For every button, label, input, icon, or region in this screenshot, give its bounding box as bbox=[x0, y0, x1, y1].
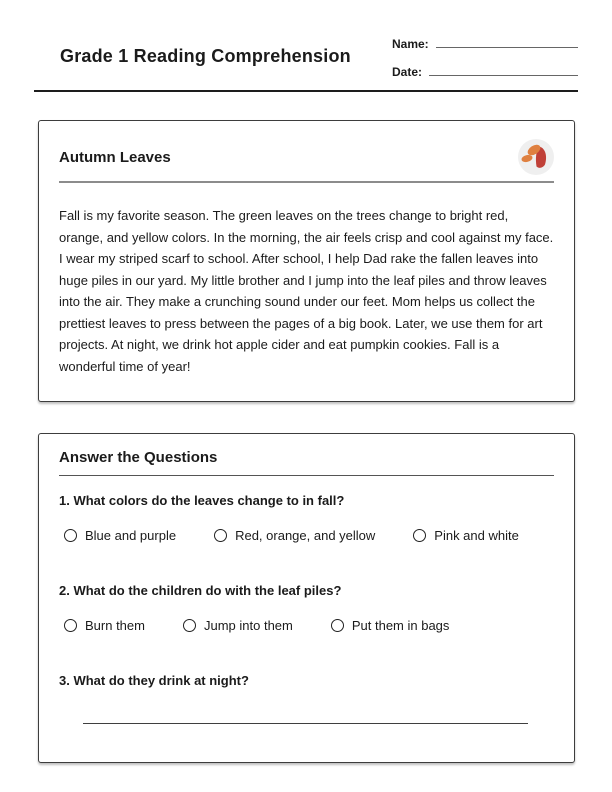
name-row bbox=[392, 36, 578, 52]
radio-icon[interactable] bbox=[64, 529, 77, 542]
question-2-options bbox=[59, 618, 554, 633]
autumn-leaves-icon bbox=[518, 139, 554, 175]
header-divider bbox=[34, 90, 578, 92]
passage-card bbox=[38, 120, 575, 402]
passage-title-divider bbox=[59, 181, 554, 183]
name-label: Name: bbox=[392, 37, 429, 51]
option-label: Jump into them bbox=[203, 618, 293, 633]
option-label: Red, orange, and yellow bbox=[235, 528, 376, 543]
page-title: Grade 1 Reading Comprehension bbox=[60, 46, 351, 66]
answer-option[interactable] bbox=[214, 528, 375, 543]
answer-option[interactable] bbox=[64, 618, 145, 633]
answer-option[interactable] bbox=[413, 528, 519, 543]
date-label: Date: bbox=[392, 65, 423, 79]
option-label: Pink and white bbox=[434, 528, 519, 543]
passage-title: Autumn Leaves bbox=[59, 148, 171, 166]
question-3-text: 3. What do they drink at night? bbox=[59, 673, 249, 688]
option-label: Blue and purple bbox=[85, 528, 177, 543]
worksheet-header bbox=[0, 0, 612, 80]
question-1-options bbox=[59, 528, 554, 543]
answer-option[interactable] bbox=[183, 618, 293, 633]
passage-body: Fall is my favorite season. The green leaves on the trees change to bright red, orange, and yellow colors. In the morning, the air feels crisp and cool against my face. I wear my striped scarf to school. After school, I help Dad rake the fallen leaves into huge piles in our yard. My little brother and I jump into the leaf piles and throw leaves into the air. They make a crunching sound under our feet. Mom helps us collect the prettiest leaves to press between the pages of a big book. Later, we use them for art projects. At night, we drink hot apple cider and eat pumpkin cookies. Fall is a wonderful time of year! bbox=[59, 208, 554, 374]
date-row bbox=[392, 64, 578, 80]
passage-card-header bbox=[59, 121, 554, 175]
option-label: Burn them bbox=[85, 618, 145, 633]
radio-icon[interactable] bbox=[183, 619, 196, 632]
questions-card-header bbox=[59, 434, 554, 467]
radio-icon[interactable] bbox=[413, 529, 426, 542]
answer-option[interactable] bbox=[331, 618, 450, 633]
questions-title-divider bbox=[59, 475, 554, 476]
answer-option[interactable] bbox=[64, 528, 176, 543]
name-line[interactable] bbox=[436, 38, 578, 48]
question-2-text: 2. What do the children do with the leaf piles? bbox=[59, 583, 342, 598]
questions-card bbox=[38, 433, 575, 763]
name-date-block bbox=[392, 36, 578, 80]
option-label: Put them in bags bbox=[351, 618, 450, 633]
radio-icon[interactable] bbox=[214, 529, 227, 542]
question-1-text: 1. What colors do the leaves change to in fall? bbox=[59, 493, 345, 508]
date-line[interactable] bbox=[429, 66, 578, 76]
radio-icon[interactable] bbox=[64, 619, 77, 632]
radio-icon[interactable] bbox=[331, 619, 344, 632]
questions-title: Answer the Questions bbox=[59, 449, 218, 466]
answer-line[interactable] bbox=[83, 723, 528, 724]
